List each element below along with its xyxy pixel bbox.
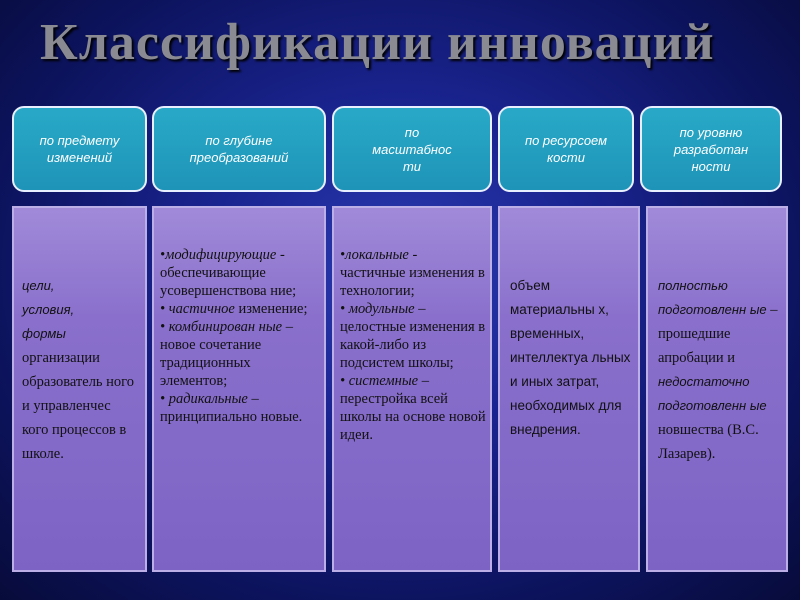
c2-b3-text: – новое сочетание традиционных элементов; xyxy=(160,319,293,389)
header-subject: по предмету изменений xyxy=(12,106,147,192)
c2-b2-italic: • частичное xyxy=(160,301,235,317)
column-subject xyxy=(12,206,147,572)
c2-b4-italic: • радикальные xyxy=(160,391,248,407)
c3-b2-text: – целостные изменения в какой-либо из подсистем школы; xyxy=(340,301,486,371)
column-scale xyxy=(332,206,492,572)
c3-b1-text: частичные изменения в технологии; xyxy=(340,265,485,299)
c3-b3-italic: • системные xyxy=(340,373,419,389)
c3-b2-italic: • модульные xyxy=(340,301,415,317)
page-title: Классификации инноваций xyxy=(40,14,715,71)
header-resources: по ресурсоем кости xyxy=(498,106,634,192)
c2-b2-text: изменение; xyxy=(238,301,308,317)
c5-italic-1: полностью подготовленн ые xyxy=(658,278,767,317)
header-scale: по масштабнос ти xyxy=(332,106,492,192)
column-development xyxy=(646,206,788,572)
c2-b1-text: обеспечивающие усовершенствова ние; xyxy=(160,265,297,299)
header-development: по уровню разработан ности xyxy=(640,106,782,192)
c2-b3-italic: • комбинирован ные xyxy=(160,319,283,335)
c5-text-2: новшества (В.С. Лазарев). xyxy=(658,422,759,462)
header-depth: по глубине преобразований xyxy=(152,106,326,192)
c2-b4-text: – принципиально новые. xyxy=(160,391,303,425)
c5-text-1: – прошедшие апробации и xyxy=(658,302,778,366)
c1-text: организации образователь ного и управленчес кого процессов в школе. xyxy=(22,350,135,462)
c2-b1-italic: •модифицирующие - xyxy=(160,247,285,263)
c4-text: объем материальны х, временных, интеллектуа льных и иных затрат, необходимых для внедрения. xyxy=(510,278,631,437)
c5-italic-2: недостаточно подготовленн ые xyxy=(658,374,767,413)
c3-b1-italic: •локальные - xyxy=(340,247,418,263)
column-depth xyxy=(152,206,326,572)
column-resources xyxy=(498,206,640,572)
c1-italic: цели, условия, формы xyxy=(22,278,75,341)
c3-b3-text: – перестройка всей школы на основе новой идеи. xyxy=(340,373,486,443)
